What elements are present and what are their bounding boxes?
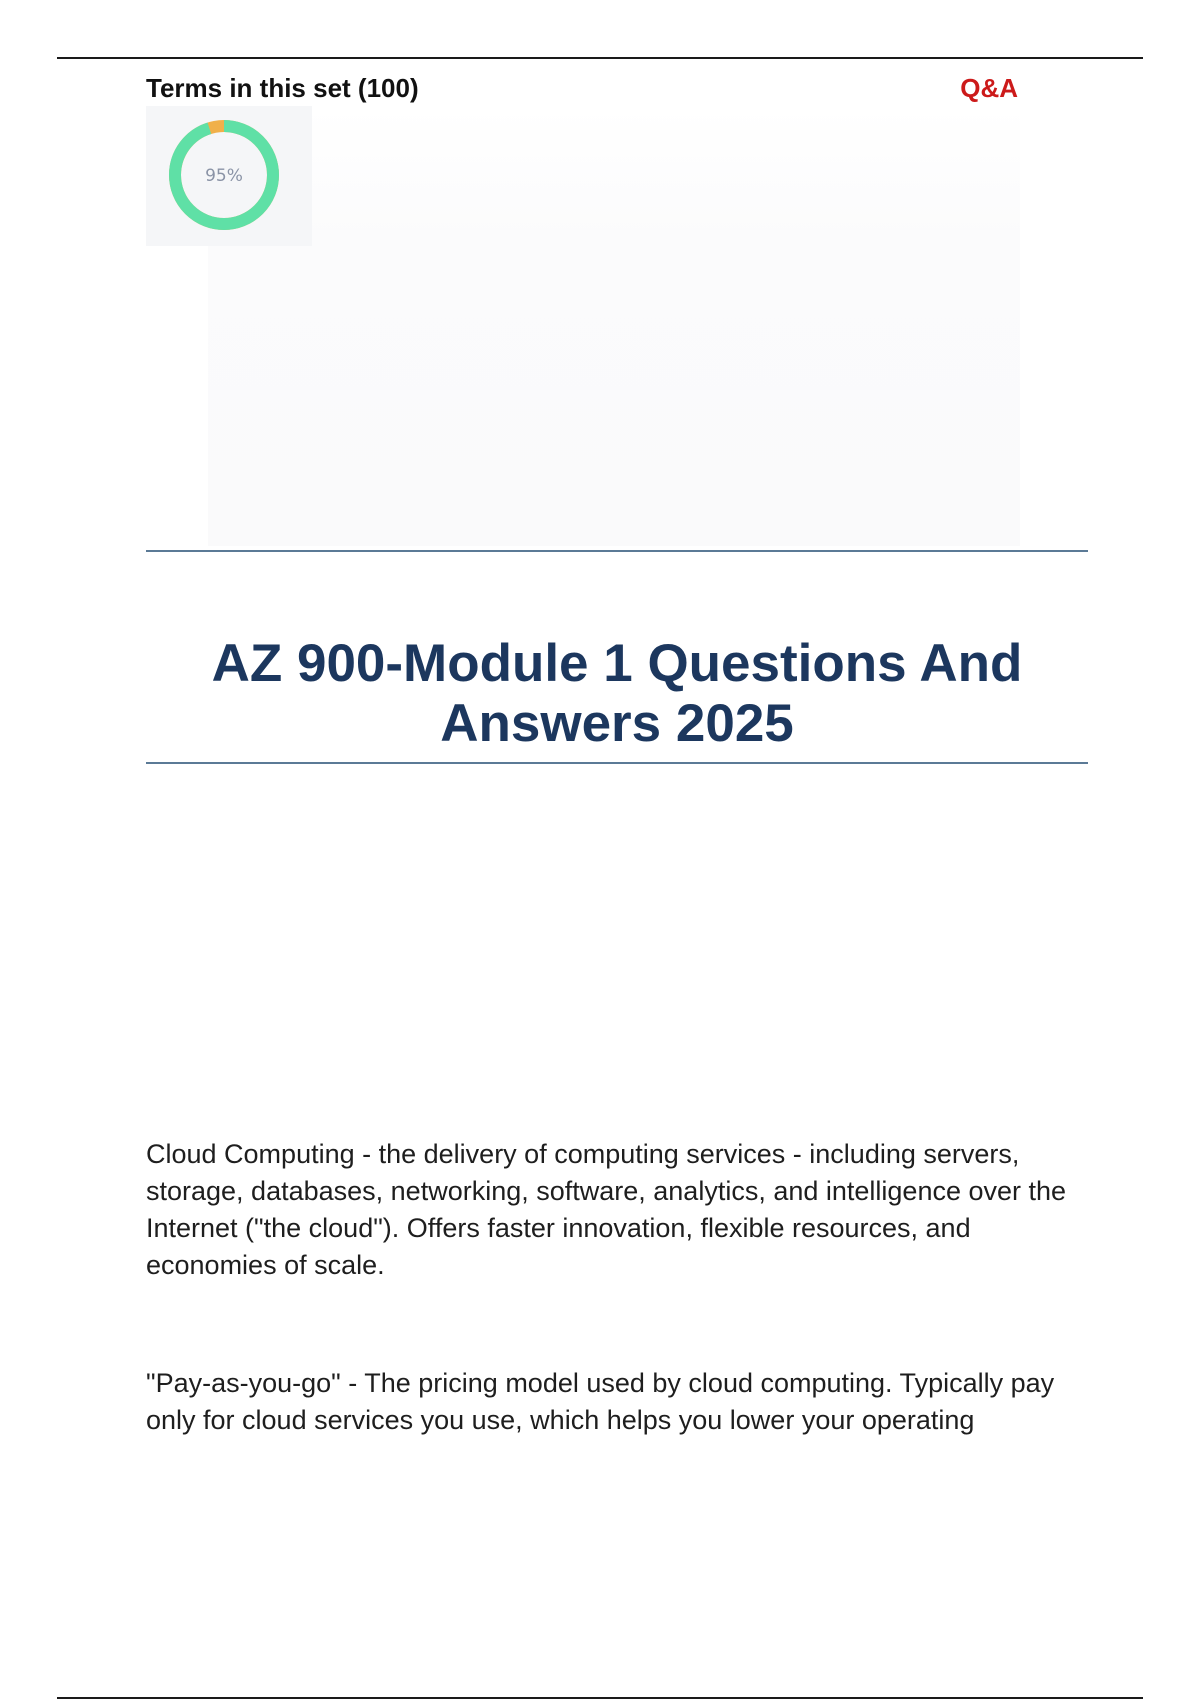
terms-count-heading: Terms in this set (100) bbox=[146, 73, 419, 103]
qa-badge: Q&A bbox=[960, 73, 1018, 103]
set-header bbox=[146, 73, 1018, 109]
term-definition: "Pay-as-you-go" - The pricing model used by cloud computing. Typically pay only for cloud services you use, which helps you lower your operating bbox=[146, 1368, 1055, 1435]
progress-ring bbox=[146, 106, 312, 246]
progress-label: 95% bbox=[205, 166, 243, 186]
background-panel bbox=[208, 106, 1020, 546]
title-top-rule bbox=[146, 550, 1088, 552]
progress-ring-tile bbox=[146, 106, 312, 246]
document-title: AZ 900-Module 1 Questions And Answers 2025 bbox=[211, 634, 1023, 753]
page-bottom-rule bbox=[57, 1697, 1143, 1699]
title-bottom-rule bbox=[146, 762, 1088, 764]
page-top-rule bbox=[57, 57, 1143, 59]
term-definition: Cloud Computing - the delivery of computing services - including servers, storage, databases, networking, software, analytics, and intelligence over the Internet ("the cloud"). Offers faster innovation, flexible resources, and economies of scale. bbox=[146, 1139, 1067, 1280]
